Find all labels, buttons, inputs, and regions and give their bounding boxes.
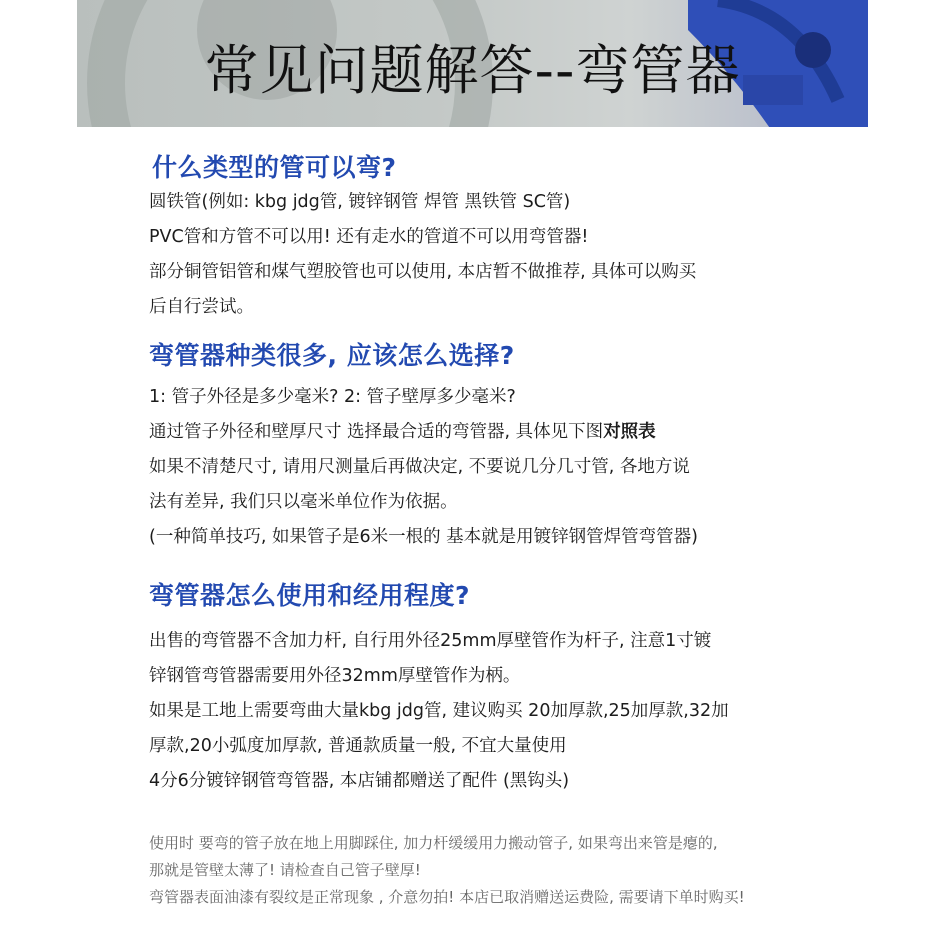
header-banner [77, 0, 868, 127]
text-line: 部分铜管铝管和煤气塑胶管也可以使用, 本店暂不做推荐, 具体可以购买 [149, 262, 697, 282]
text-line: 锌钢管弯管器需要用外径32mm厚壁管作为柄。 [149, 666, 521, 686]
text-line: (一种简单技巧, 如果管子是6米一根的 基本就是用镀锌钢管焊管弯管器) [149, 527, 698, 547]
text-line: 4分6分镀锌钢管弯管器, 本店铺都赠送了配件 (黑钩头) [149, 771, 570, 791]
page-title: 常见问题解答--弯管器 [204, 39, 741, 102]
text-line: PVC管和方管不可以用! 还有走水的管道不可以用弯管器! [149, 227, 589, 247]
section-heading-usage: 弯管器怎么使用和经用程度? [149, 581, 471, 610]
section-heading-pipe-types: 什么类型的管可以弯? [152, 153, 397, 182]
text-line-with-bold [149, 415, 809, 450]
note-line: 那就是管壁太薄了! 请检查自己管子壁厚! [149, 861, 421, 879]
text-line: 法有差异, 我们只以毫米单位作为依据。 [149, 492, 458, 512]
text-line: 1: 管子外径是多少毫米? 2: 管子壁厚多少毫米? [149, 387, 516, 407]
comparison-table-label: 对照表 [603, 422, 656, 442]
text-line: 如果不清楚尺寸, 请用尺测量后再做决定, 不要说几分几寸管, 各地方说 [149, 457, 690, 477]
text-segment: 通过管子外径和壁厚尺寸 选择最合适的弯管器, 具体见下图 [149, 422, 604, 442]
text-line: 出售的弯管器不含加力杆, 自行用外径25mm厚壁管作为杆子, 注意1寸镀 [149, 631, 712, 651]
section-heading-how-to-choose: 弯管器种类很多, 应该怎么选择? [149, 341, 515, 370]
note-line: 弯管器表面油漆有裂纹是正常现象 , 介意勿拍! 本店已取消赠送运费险, 需要请下单时购买! [149, 888, 745, 906]
text-line: 厚款,20小弧度加厚款, 普通款质量一般, 不宜大量使用 [149, 736, 567, 756]
section-body-how-to-choose [149, 380, 809, 555]
text-line: 后自行尝试。 [149, 297, 254, 317]
note-line: 使用时 要弯的管子放在地上用脚踩住, 加力杆缓缓用力搬动管子, 如果弯出来管是瘪的, [149, 834, 718, 852]
text-line: 如果是工地上需要弯曲大量kbg jdg管, 建议购买 20加厚款,25加厚款,32加 [149, 701, 729, 721]
section-body-usage [149, 624, 809, 799]
usage-notes [149, 830, 829, 911]
section-body-pipe-types [149, 185, 809, 325]
text-line: 圆铁管(例如: kbg jdg管, 镀锌钢管 焊管 黑铁管 SC管) [149, 192, 571, 212]
